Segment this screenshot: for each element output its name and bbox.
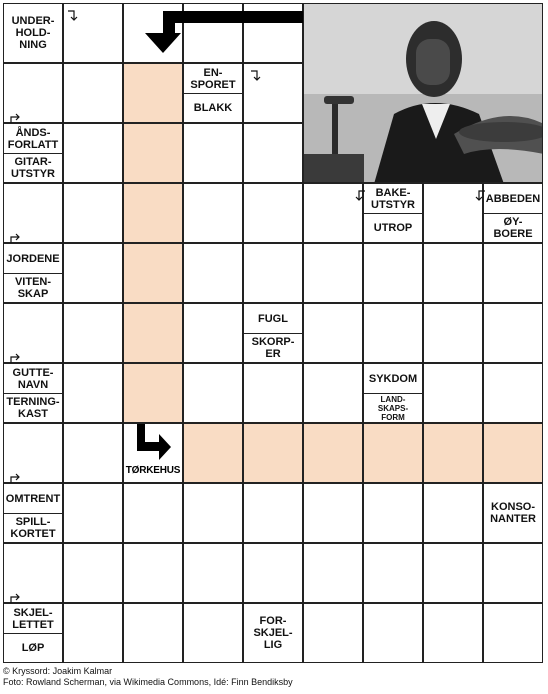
answer-cell[interactable] bbox=[303, 303, 363, 363]
clue-torkehus: TØRKEHUS bbox=[125, 465, 181, 476]
answer-cell[interactable] bbox=[63, 123, 123, 183]
answer-cell[interactable] bbox=[483, 243, 543, 303]
clue-jordene: JORDENE bbox=[4, 244, 62, 274]
clue-oyboere: ØY- BOERE bbox=[493, 216, 533, 240]
answer-cell[interactable] bbox=[123, 183, 183, 243]
answer-cell[interactable] bbox=[243, 3, 303, 63]
answer-cell[interactable] bbox=[303, 423, 363, 483]
answer-cell[interactable] bbox=[183, 243, 243, 303]
answer-cell[interactable] bbox=[63, 303, 123, 363]
answer-cell[interactable] bbox=[423, 423, 483, 483]
answer-cell[interactable] bbox=[123, 3, 183, 63]
clue-forskjellig: FOR- SKJEL- LIG bbox=[253, 615, 293, 651]
answer-cell[interactable] bbox=[63, 483, 123, 543]
clue-cell bbox=[483, 483, 543, 543]
answer-cell[interactable] bbox=[63, 603, 123, 663]
answer-cell[interactable] bbox=[183, 363, 243, 423]
photo bbox=[303, 3, 543, 183]
credits bbox=[3, 666, 293, 688]
clue-ensporet: EN- SPORET bbox=[184, 64, 242, 94]
clue-fugl: FUGL bbox=[244, 304, 302, 334]
answer-cell[interactable] bbox=[423, 543, 483, 603]
photo-credit: Foto: Rowland Scherman, via Wikimedia Commons, Idé: Finn Bendiksby bbox=[3, 677, 293, 687]
answer-cell[interactable] bbox=[483, 303, 543, 363]
answer-cell[interactable] bbox=[303, 483, 363, 543]
answer-cell[interactable] bbox=[303, 243, 363, 303]
clue-abbeden: ABBEDEN bbox=[484, 184, 542, 214]
answer-cell[interactable] bbox=[423, 183, 483, 243]
clue-cell bbox=[363, 183, 423, 243]
clue-terningkast: TERNING- KAST bbox=[6, 396, 60, 420]
answer-cell[interactable] bbox=[183, 423, 243, 483]
clue-skorper: SKORP- ER bbox=[251, 336, 295, 360]
crossword-grid bbox=[3, 3, 543, 663]
answer-cell[interactable] bbox=[363, 483, 423, 543]
answer-cell[interactable] bbox=[123, 243, 183, 303]
answer-cell[interactable] bbox=[303, 183, 363, 243]
answer-cell[interactable] bbox=[183, 3, 243, 63]
clue-cell bbox=[3, 123, 63, 183]
answer-cell[interactable] bbox=[183, 183, 243, 243]
clue-andsforlatt: ÅNDS- FORLATT bbox=[4, 124, 62, 154]
answer-cell[interactable] bbox=[243, 243, 303, 303]
answer-cell[interactable] bbox=[243, 543, 303, 603]
clue-cell bbox=[3, 483, 63, 543]
answer-cell[interactable] bbox=[63, 3, 123, 63]
answer-cell[interactable] bbox=[123, 303, 183, 363]
clue-cell bbox=[363, 363, 423, 423]
answer-cell[interactable] bbox=[183, 303, 243, 363]
answer-cell[interactable] bbox=[363, 303, 423, 363]
clue-bakeutstyr: BAKE- UTSTYR bbox=[364, 184, 422, 214]
clue-cell bbox=[483, 183, 543, 243]
clue-skjelettet: SKJEL- LETTET bbox=[4, 604, 62, 634]
answer-cell[interactable] bbox=[123, 603, 183, 663]
answer-cell[interactable] bbox=[183, 483, 243, 543]
clue-lop: LØP bbox=[21, 642, 45, 654]
answer-cell[interactable] bbox=[483, 603, 543, 663]
clue-cell bbox=[3, 603, 63, 663]
answer-cell[interactable] bbox=[423, 243, 483, 303]
answer-cell[interactable] bbox=[3, 423, 63, 483]
answer-cell[interactable] bbox=[243, 363, 303, 423]
answer-cell[interactable] bbox=[483, 423, 543, 483]
clue-cell bbox=[3, 243, 63, 303]
answer-cell[interactable] bbox=[243, 423, 303, 483]
answer-cell[interactable] bbox=[123, 483, 183, 543]
answer-cell[interactable] bbox=[63, 363, 123, 423]
answer-cell[interactable] bbox=[483, 363, 543, 423]
clue-omtrent: OMTRENT bbox=[4, 484, 62, 514]
clue-cell bbox=[183, 63, 243, 123]
answer-cell[interactable] bbox=[423, 483, 483, 543]
answer-cell[interactable] bbox=[363, 543, 423, 603]
clue-guttenavn: GUTTE- NAVN bbox=[4, 364, 62, 394]
answer-cell[interactable] bbox=[123, 363, 183, 423]
answer-cell[interactable] bbox=[423, 603, 483, 663]
clue-cell bbox=[243, 603, 303, 663]
answer-cell[interactable] bbox=[183, 123, 243, 183]
answer-cell[interactable] bbox=[63, 423, 123, 483]
answer-cell[interactable] bbox=[363, 603, 423, 663]
answer-cell[interactable] bbox=[423, 303, 483, 363]
answer-cell[interactable] bbox=[303, 543, 363, 603]
answer-cell[interactable] bbox=[3, 543, 63, 603]
answer-cell[interactable] bbox=[183, 603, 243, 663]
clue-cell bbox=[3, 3, 63, 63]
crossword-credit: © Kryssord: Joakim Kalmar bbox=[3, 666, 113, 676]
clue-utrop: UTROP bbox=[373, 222, 413, 234]
answer-cell[interactable] bbox=[3, 63, 63, 123]
clue-landskapsform: LAND- SKAPS- FORM bbox=[377, 394, 409, 422]
answer-cell[interactable] bbox=[243, 483, 303, 543]
answer-cell[interactable] bbox=[63, 243, 123, 303]
answer-cell[interactable] bbox=[3, 303, 63, 363]
answer-cell[interactable] bbox=[123, 63, 183, 123]
answer-cell[interactable] bbox=[3, 183, 63, 243]
answer-cell[interactable] bbox=[423, 363, 483, 423]
clue-konsonanter: KONSO- NANTER bbox=[490, 501, 536, 525]
answer-cell[interactable] bbox=[63, 183, 123, 243]
answer-cell[interactable] bbox=[63, 543, 123, 603]
answer-cell[interactable] bbox=[363, 423, 423, 483]
answer-cell[interactable] bbox=[303, 603, 363, 663]
clue-underholdning: UNDER- HOLD- NING bbox=[11, 15, 55, 51]
answer-cell[interactable] bbox=[183, 543, 243, 603]
answer-cell[interactable] bbox=[123, 543, 183, 603]
answer-cell[interactable] bbox=[303, 363, 363, 423]
answer-cell[interactable] bbox=[243, 123, 303, 183]
answer-cell[interactable] bbox=[363, 243, 423, 303]
clue-sykdom: SYKDOM bbox=[364, 364, 422, 394]
clue-cell bbox=[3, 363, 63, 423]
clue-vitenskap: VITEN- SKAP bbox=[14, 276, 52, 300]
answer-cell[interactable] bbox=[63, 63, 123, 123]
clue-blakk: BLAKK bbox=[193, 102, 233, 114]
answer-cell[interactable] bbox=[483, 543, 543, 603]
clue-cell bbox=[243, 303, 303, 363]
answer-cell[interactable] bbox=[123, 123, 183, 183]
clue-gitarutstyr: GITAR- UTSTYR bbox=[11, 156, 55, 180]
clue-spillkortet: SPILL- KORTET bbox=[10, 516, 56, 540]
answer-cell[interactable] bbox=[243, 183, 303, 243]
answer-cell[interactable] bbox=[243, 63, 303, 123]
